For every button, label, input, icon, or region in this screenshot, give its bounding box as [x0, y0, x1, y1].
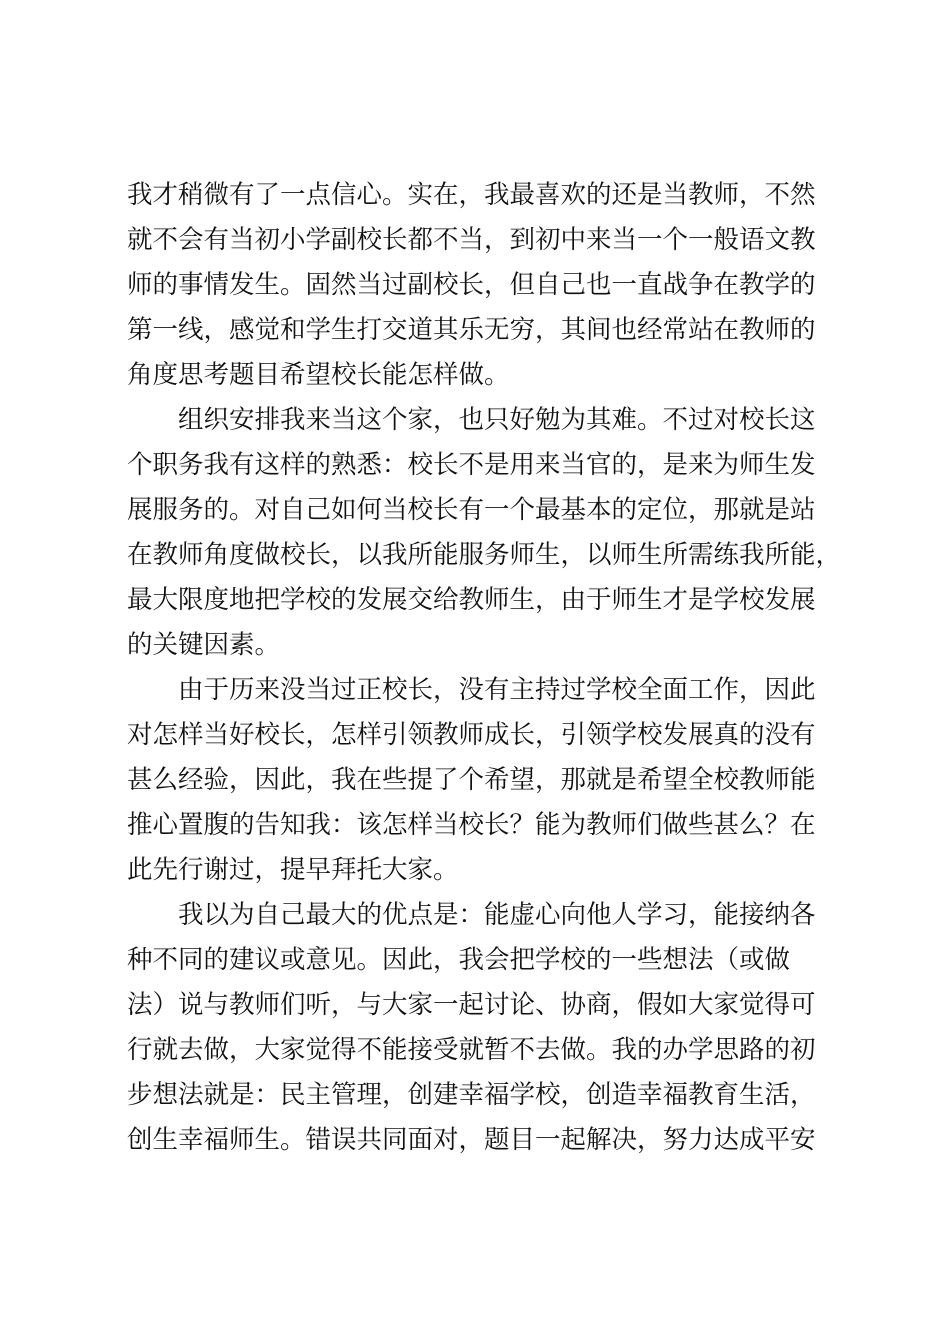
text-line: 展服务的。对自己如何当校长有一个最基本的定位，那就是站 [127, 495, 816, 525]
paragraph-1 [127, 173, 832, 398]
text-line: 师的事情发生。固然当过副校长，但自己也一直战争在教学的 [127, 270, 816, 300]
text-line: 行就去做，大家觉得不能接受就暂不去做。我的办学思路的初 [127, 1035, 816, 1065]
text-line: 推心置腹的告知我：该怎样当校长？能为教师们做些甚么？在 [127, 810, 816, 840]
text-line: 最大限度地把学校的发展交给教师生，由于师生才是学校发展 [127, 585, 816, 615]
text-line: 就不会有当初小学副校长都不当，到初中来当一个一般语文教 [127, 225, 816, 255]
paragraph-4 [127, 893, 832, 1163]
text-line: 步想法就是：民主管理，创建幸福学校，创造幸福教育生活， [127, 1080, 816, 1110]
text-line: 我以为自己最大的优点是：能虚心向他人学习，能接纳各 [178, 900, 816, 930]
text-line: 创生幸福师生。错误共同面对，题目一起解决，努力达成平安 [127, 1125, 816, 1155]
text-line: 此先行谢过，提早拜托大家。 [127, 855, 459, 885]
text-line: 我才稍微有了一点信心。实在，我最喜欢的还是当教师，不然 [127, 180, 816, 210]
text-line: 组织安排我来当这个家，也只好勉为其难。不过对校长这 [178, 405, 816, 435]
text-line: 法）说与教师们听，与大家一起讨论、协商，假如大家觉得可 [127, 990, 816, 1020]
document-body [127, 173, 842, 1163]
text-line: 由于历来没当过正校长，没有主持过学校全面工作，因此 [178, 675, 816, 705]
text-line: 个职务我有这样的熟悉：校长不是用来当官的，是来为师生发 [127, 450, 816, 480]
text-line: 角度思考题目希望校长能怎样做。 [127, 360, 510, 390]
text-line: 的关键因素。 [127, 630, 281, 660]
paragraph-3 [127, 668, 832, 893]
text-line: 甚么经验，因此，我在些提了个希望，那就是希望全校教师能 [127, 765, 816, 795]
text-line: 在教师角度做校长，以我所能服务师生，以师生所需练我所能， [127, 540, 842, 570]
text-line: 种不同的建议或意见。因此，我会把学校的一些想法（或做 [127, 945, 791, 975]
paragraph-2 [127, 398, 842, 668]
text-line: 第一线，感觉和学生打交道其乐无穷，其间也经常站在教师的 [127, 315, 816, 345]
text-line: 对怎样当好校长，怎样引领教师成长，引领学校发展真的没有 [127, 720, 816, 750]
